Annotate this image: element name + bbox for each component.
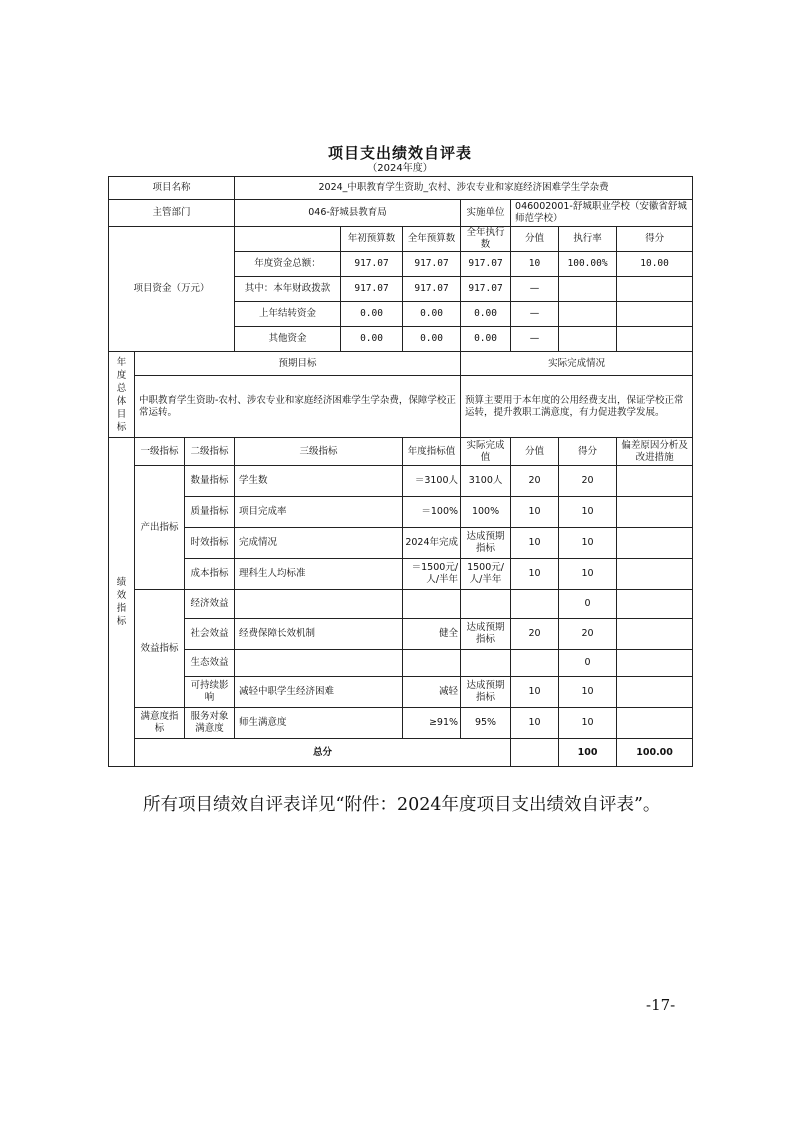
- goals-header-row: [109, 352, 693, 376]
- indicator-score: 10: [559, 677, 617, 708]
- total-blank: [511, 739, 559, 767]
- dept-label: 主管部门: [109, 200, 235, 227]
- indicator-l2: 服务对象满意度: [185, 708, 235, 739]
- indicator-row: [109, 559, 693, 590]
- funds-header-score-value: 分值: [511, 227, 559, 252]
- indicator-reason: [617, 650, 693, 677]
- funds-row-annual: 917.07: [403, 252, 461, 277]
- funds-row-rate: [559, 302, 617, 327]
- indicator-target: [403, 590, 461, 619]
- funds-header-rate: 执行率: [559, 227, 617, 252]
- indicator-target: 2024年完成: [403, 528, 461, 559]
- indicators-section-label: [109, 438, 135, 767]
- goals-expected-header: 预期目标: [135, 352, 461, 376]
- page-number: -17-: [646, 996, 676, 1014]
- indicator-value: 20: [511, 466, 559, 497]
- funds-header-initial: 年初预算数: [341, 227, 403, 252]
- goals-section-text: 年度总体目标: [116, 356, 127, 433]
- indicator-score: 10: [559, 708, 617, 739]
- funds-row-score-value: —: [511, 327, 559, 352]
- funds-header-executed: 全年执行数: [461, 227, 511, 252]
- indicators-header-l1: 一级指标: [135, 438, 185, 466]
- goals-content-row: [109, 376, 693, 438]
- impl-value: 046002001-舒城职业学校（安徽省舒城师范学校）: [511, 200, 693, 227]
- indicator-value: 10: [511, 708, 559, 739]
- indicator-score: 20: [559, 619, 617, 650]
- funds-row-score-value: —: [511, 302, 559, 327]
- goals-section-label: [109, 352, 135, 438]
- indicator-value: 10: [511, 528, 559, 559]
- funds-header-annual: 全年预算数: [403, 227, 461, 252]
- indicator-l2: 数量指标: [185, 466, 235, 497]
- impl-label: 实施单位: [461, 200, 511, 227]
- project-name-value: 2024_中职教育学生资助_农村、涉农专业和家庭经济困难学生学杂费: [235, 177, 693, 200]
- indicator-l2: 时效指标: [185, 528, 235, 559]
- indicator-row: [109, 497, 693, 528]
- indicators-header-score: 得分: [559, 438, 617, 466]
- funds-row-score-value: 10: [511, 252, 559, 277]
- indicator-value: 10: [511, 677, 559, 708]
- goals-actual-header: 实际完成情况: [461, 352, 693, 376]
- indicators-header-target: 年度指标值: [403, 438, 461, 466]
- indicator-l2: 可持续影响: [185, 677, 235, 708]
- indicator-l3: 师生满意度: [235, 708, 403, 739]
- indicator-target: [403, 650, 461, 677]
- indicator-score: 10: [559, 559, 617, 590]
- form-title: 项目支出绩效自评表: [327, 144, 472, 162]
- indicator-row: [109, 708, 693, 739]
- funds-row-score: [617, 302, 693, 327]
- funds-header-blank: [235, 227, 341, 252]
- satisfaction-indicator-label: 满意度指标: [135, 708, 185, 739]
- funds-row-score: 10.00: [617, 252, 693, 277]
- indicator-l3: [235, 590, 403, 619]
- indicator-l3: 完成情况: [235, 528, 403, 559]
- indicator-reason: [617, 708, 693, 739]
- indicator-row: [109, 466, 693, 497]
- funds-row-initial: 917.07: [341, 252, 403, 277]
- evaluation-table: [108, 176, 693, 767]
- indicator-l3: 经费保障长效机制: [235, 619, 403, 650]
- funds-row-rate: [559, 327, 617, 352]
- funds-row-annual: 0.00: [403, 327, 461, 352]
- form-subtitle: （2024年度）: [367, 163, 433, 174]
- funds-row-label: 其中：本年财政拨款: [235, 277, 341, 302]
- indicator-l3: 学生数: [235, 466, 403, 497]
- indicator-reason: [617, 466, 693, 497]
- indicator-score: 10: [559, 528, 617, 559]
- indicator-l3: [235, 650, 403, 677]
- dept-value: 046-舒城县教育局: [235, 200, 461, 227]
- indicator-score: 20: [559, 466, 617, 497]
- indicator-reason: [617, 619, 693, 650]
- total-score: 100.00: [617, 739, 693, 767]
- funds-row-annual: 0.00: [403, 302, 461, 327]
- indicator-l2: 质量指标: [185, 497, 235, 528]
- indicator-target: ＝1500元/人/半年: [403, 559, 461, 590]
- indicator-row: [109, 590, 693, 619]
- total-value: 100: [559, 739, 617, 767]
- performance-self-evaluation-form: [108, 144, 692, 767]
- indicator-actual: 95%: [461, 708, 511, 739]
- indicators-header-l2: 二级指标: [185, 438, 235, 466]
- indicator-l2: 生态效益: [185, 650, 235, 677]
- funds-row-initial: 917.07: [341, 277, 403, 302]
- indicator-target: ＝100%: [403, 497, 461, 528]
- funds-row-executed: 917.07: [461, 277, 511, 302]
- indicator-l2: 经济效益: [185, 590, 235, 619]
- output-indicator-label: 产出指标: [135, 466, 185, 590]
- indicators-header-row: [109, 438, 693, 466]
- funds-row-executed: 917.07: [461, 252, 511, 277]
- benefit-indicator-label: 效益指标: [135, 590, 185, 708]
- body-paragraph: 所有项目绩效自评表详见“附件：2024年度项目支出绩效自评表”。: [143, 795, 661, 815]
- funds-row-annual: 917.07: [403, 277, 461, 302]
- indicators-header-l3: 三级指标: [235, 438, 403, 466]
- indicators-header-reason: 偏差原因分析及改进措施: [617, 438, 693, 466]
- indicator-target: ≥91%: [403, 708, 461, 739]
- indicator-row: [109, 650, 693, 677]
- total-row: [109, 739, 693, 767]
- indicator-score: 10: [559, 497, 617, 528]
- funds-row-initial: 0.00: [341, 327, 403, 352]
- funds-row-score: [617, 327, 693, 352]
- goals-expected-text: 中职教育学生资助-农村、涉农专业和家庭经济困难学生学杂费，保障学校正常运转。: [135, 376, 461, 438]
- indicator-reason: [617, 559, 693, 590]
- indicator-score: 0: [559, 650, 617, 677]
- project-name-row: [109, 177, 693, 200]
- indicator-actual: 1500元/人/半年: [461, 559, 511, 590]
- indicator-row: [109, 528, 693, 559]
- indicators-header-actual: 实际完成值: [461, 438, 511, 466]
- indicator-l3: 项目完成率: [235, 497, 403, 528]
- indicator-value: 10: [511, 559, 559, 590]
- funds-row-score-value: —: [511, 277, 559, 302]
- indicator-actual: [461, 590, 511, 619]
- funds-row-initial: 0.00: [341, 302, 403, 327]
- indicator-reason: [617, 497, 693, 528]
- indicator-row: [109, 677, 693, 708]
- indicator-actual: 达成预期指标: [461, 677, 511, 708]
- funds-row-label: 其他资金: [235, 327, 341, 352]
- indicator-row: [109, 619, 693, 650]
- funds-section-label: 项目资金（万元）: [109, 227, 235, 352]
- indicator-target: 健全: [403, 619, 461, 650]
- indicator-value: 20: [511, 619, 559, 650]
- indicator-reason: [617, 590, 693, 619]
- indicator-actual: 100%: [461, 497, 511, 528]
- indicator-target: ＝3100人: [403, 466, 461, 497]
- indicator-value: [511, 650, 559, 677]
- funds-row-rate: 100.00%: [559, 252, 617, 277]
- funds-row-label: 上年结转资金: [235, 302, 341, 327]
- funds-header-row: [109, 227, 693, 252]
- funds-row-label: 年度资金总额：: [235, 252, 341, 277]
- project-name-label: 项目名称: [109, 177, 235, 200]
- indicators-header-value: 分值: [511, 438, 559, 466]
- funds-header-score: 得分: [617, 227, 693, 252]
- department-row: [109, 200, 693, 227]
- indicator-l3: 理科生人均标准: [235, 559, 403, 590]
- indicator-actual: 达成预期指标: [461, 528, 511, 559]
- funds-row-rate: [559, 277, 617, 302]
- total-label: 总分: [135, 739, 511, 767]
- indicator-l2: 成本指标: [185, 559, 235, 590]
- funds-row-executed: 0.00: [461, 327, 511, 352]
- goals-actual-text: 预算主要用于本年度的公用经费支出，保证学校正常运转，提升教职工满意度，有力促进教学发展。: [461, 376, 693, 438]
- indicator-value: 10: [511, 497, 559, 528]
- indicator-actual: 达成预期指标: [461, 619, 511, 650]
- indicator-reason: [617, 677, 693, 708]
- indicator-value: [511, 590, 559, 619]
- indicator-target: 减轻: [403, 677, 461, 708]
- indicator-actual: [461, 650, 511, 677]
- funds-row-executed: 0.00: [461, 302, 511, 327]
- indicator-l2: 社会效益: [185, 619, 235, 650]
- indicator-l3: 减轻中职学生经济困难: [235, 677, 403, 708]
- indicators-section-text: 绩效指标: [116, 577, 127, 627]
- indicator-reason: [617, 528, 693, 559]
- indicator-score: 0: [559, 590, 617, 619]
- funds-row-score: [617, 277, 693, 302]
- indicator-actual: 3100人: [461, 466, 511, 497]
